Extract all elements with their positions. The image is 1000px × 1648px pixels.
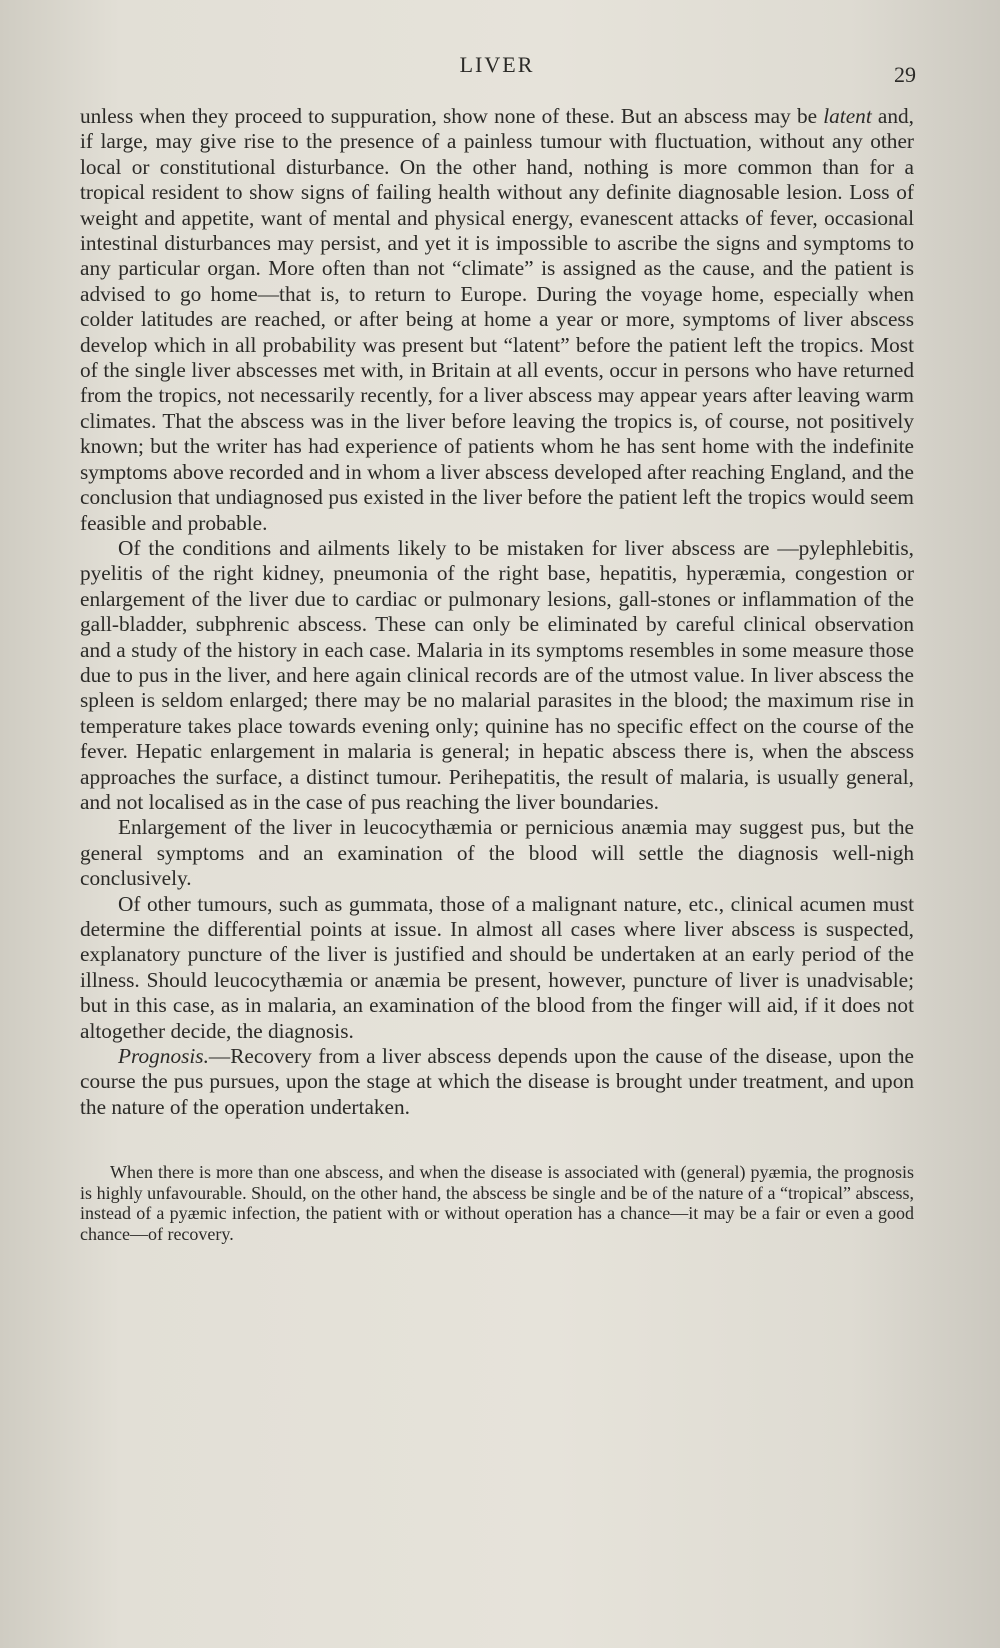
paragraph-2: Of the conditions and ailments likely to be mistaken for liver abscess are —pylephlebitis, pyelitis of the right kidney, pneumonia of the right base, hepatitis, hyperæmia, congestion or enlargement of the liver due to cardiac or pulmonary lesions, gall-stones or inflammation of the gall-bladder, subphrenic abscess. These can only be eliminated by careful clinical observation and a study of the history in each case. Malaria in its symptoms resembles in some measure those due to pus in the liver, and here again clinical records are of the utmost value. In liver abscess the spleen is seldom enlarged; there may be no malarial parasites in the blood; the maximum rise in temperature takes place towards evening only; quinine has no specific effect on the course of the fever. Hepatic enlargement in malaria is general; in hepatic abscess there is, when the abscess approaches the surface, a distinct tumour. Perihepatitis, the result of malaria, is usually general, and not localised as in the case of pus reaching the liver boundaries. (80, 535, 914, 814)
footnote-text: When there is more than one abscess, and when the disease is associated with (general) pyæmia, the prognosis is highly unfavourable. Should, on the other hand, the abscess be single and be of the nature of a “tropical” abscess, instead of a pyæmic infection, the patient with or without operation has a chance—it may be a fair or even a good chance—of recovery. (80, 1162, 914, 1244)
prognosis-heading: Prognosis. (118, 1044, 209, 1069)
running-title: LIVER (459, 52, 535, 77)
prognosis-text: —Recovery from a liver abscess depends upon the cause of the disease, upon the course the pus pursues, upon the stage at which the disease is brought under treatment, and upon the nature of the operation undertaken. (80, 1044, 914, 1119)
paragraph-4: Of other tumours, such as gummata, those of a malignant nature, etc., clinical acumen must determine the differential points at issue. In almost all cases where liver abscess is suspected, explanatory puncture of the liver is justified and should be undertaken at an early period of the illness. Should leucocythæmia or anæmia be present, however, puncture of liver is unadvisable; but in this case, as in malaria, an examination of the blood from the finger will aid, if it does not altogether decide, the diagnosis. (80, 891, 914, 1043)
paragraph-1 (80, 104, 914, 536)
running-head (80, 52, 914, 92)
footnote (80, 1162, 914, 1244)
page-number: 29 (894, 62, 916, 87)
latent-emphasis: latent (823, 104, 872, 128)
paragraph-prognosis (80, 1044, 914, 1120)
paragraph-1-part-b: and, if large, may give rise to the presence of a painless tumour with fluctuation, without any other local or constitutional disturbance. On the other hand, nothing is more common than for a tropical resident to show signs of failing health without any definite diagnosable lesion. Loss of weight and appetite, want of mental and physical energy, evanescent attacks of fever, occasional intestinal disturbances may persist, and yet it is impossible to ascribe the signs and symptoms to any particular organ. More often than not “climate” is assigned as the cause, and the patient is advised to go home—that is, to return to Europe. During the voyage home, especially when colder latitudes are reached, or after being at home a year or more, symptoms of liver abscess develop which in all probability was present but “latent” before the patient left the tropics. Most of the single liver abscesses met with, in Britain at all events, occur in persons who have returned from the tropics, not necessarily recently, for a liver abscess may appear years after leaving warm climates. That the abscess was in the liver before leaving the tropics is, of course, not positively known; but the writer has had experience of patients whom he has sent home with the indefinite symptoms above recorded and in whom a liver abscess developed after reaching England, and the conclusion that undiagnosed pus existed in the liver before the patient left the tropics would seem feasible and probable. (80, 104, 915, 535)
paragraph-3: Enlargement of the liver in leucocythæmia or pernicious anæmia may suggest pus, but the general symptoms and an examination of the blood will settle the diagnosis well-nigh conclusively. (80, 815, 914, 891)
paragraph-1-part-a: unless when they proceed to suppuration, show none of these. But an abscess may be (80, 104, 824, 128)
body-text (80, 104, 914, 1120)
